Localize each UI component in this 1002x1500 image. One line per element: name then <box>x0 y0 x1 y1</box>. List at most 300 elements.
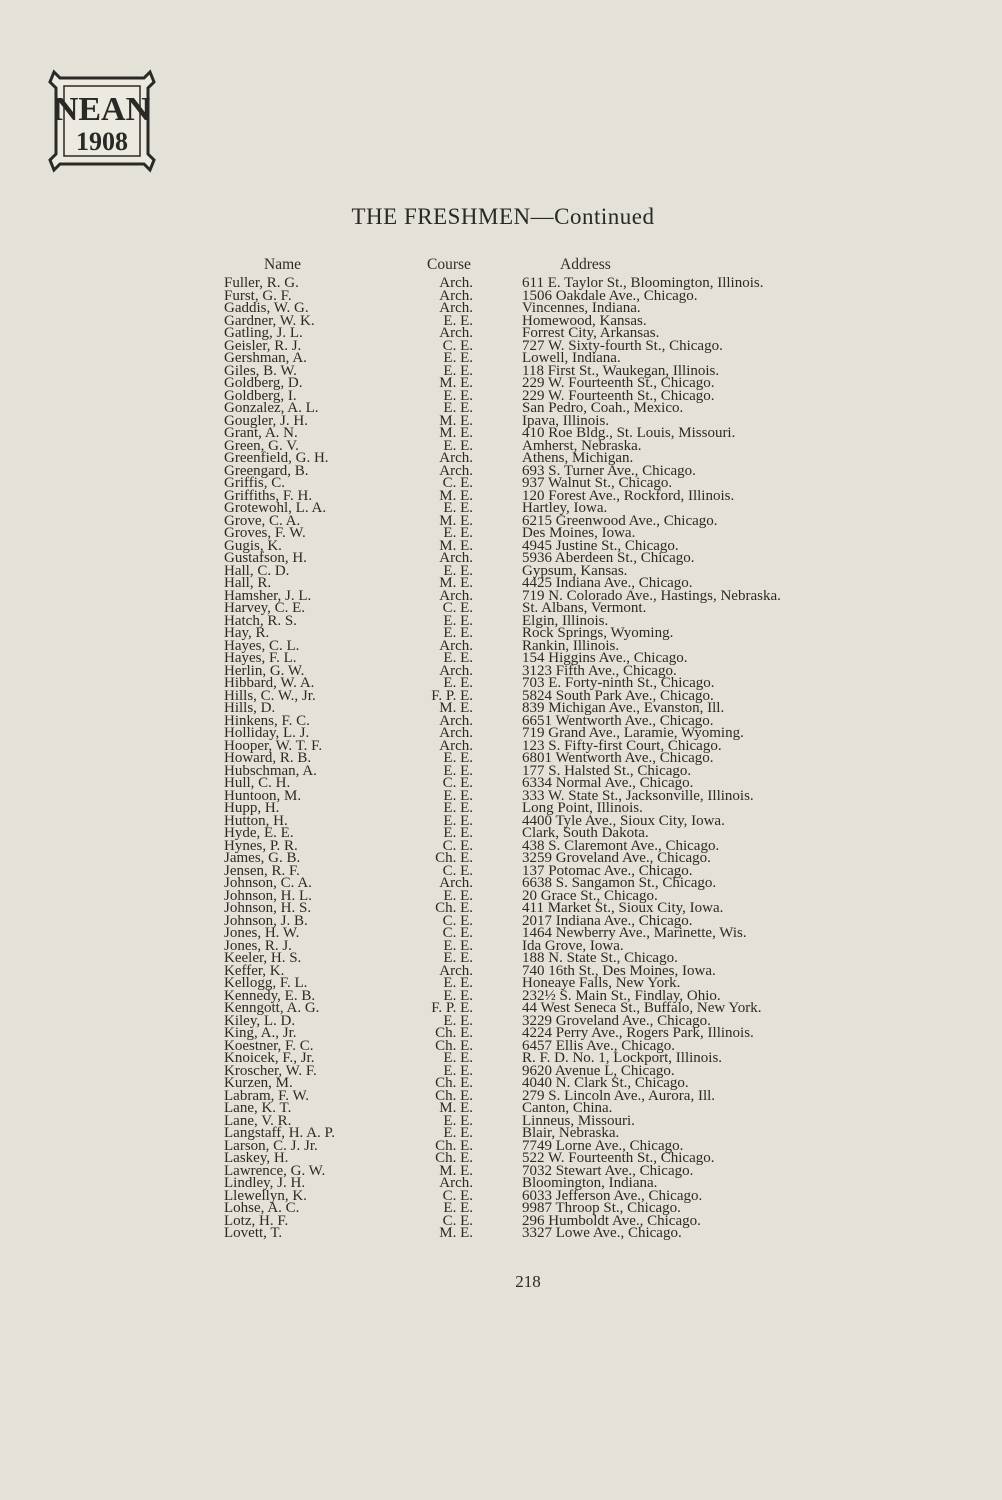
table-row <box>0 962 1002 979</box>
student-name: Hibbard, W. A. <box>224 675 315 691</box>
table-row <box>0 1037 1002 1054</box>
student-address: 740 16th St., Des Moines, Iowa. <box>522 962 716 979</box>
student-name: Greengard, B. <box>224 462 309 479</box>
student-address: Gypsum, Kansas. <box>522 562 628 579</box>
table-row <box>0 737 1002 754</box>
table-row <box>0 302 1002 315</box>
student-name: Labram, F. W. <box>224 1087 310 1104</box>
student-address: 279 S. Lincoln Ave., Aurora, Ill. <box>522 1087 716 1104</box>
student-course: Ch. E. <box>435 1137 473 1154</box>
student-address: 703 E. Forty-ninth St., Chicago. <box>522 675 715 691</box>
student-name: Lovett, T. <box>224 1225 283 1241</box>
student-address: 6638 S. Sangamon St., Chicago. <box>522 875 717 891</box>
student-name: Fuller, R. G. <box>224 275 299 291</box>
student-name: Hynes, P. R. <box>224 837 298 854</box>
student-address: 7032 Stewart Ave., Chicago. <box>522 1162 694 1179</box>
student-course: C. E. <box>442 862 473 879</box>
student-name: Gougler, J. H. <box>224 412 308 429</box>
table-row <box>0 712 1002 729</box>
student-course: E. E. <box>443 950 473 966</box>
student-address: 719 N. Colorado Ave., Hastings, Nebraska. <box>522 587 781 604</box>
student-address: Long Point, Illinois. <box>522 800 643 816</box>
student-course: C. E. <box>442 912 473 929</box>
table-row <box>0 402 1002 415</box>
student-address: 839 Michigan Ave., Evanston, Ill. <box>522 700 725 716</box>
student-address: 4224 Perry Ave., Rogers Park, Illinois. <box>522 1025 754 1041</box>
student-name: Gustafson, H. <box>224 550 307 566</box>
table-row <box>0 437 1002 454</box>
table-row <box>0 1177 1002 1190</box>
student-course: E. E. <box>443 1200 473 1216</box>
table-row <box>0 1077 1002 1090</box>
table-row <box>0 537 1002 554</box>
student-name: Hall, C. D. <box>224 562 290 579</box>
student-course: C. E. <box>442 600 473 616</box>
student-name: Harvey, C. E. <box>224 600 306 616</box>
table-row <box>0 762 1002 779</box>
student-name: Hills, D. <box>224 700 276 716</box>
student-address: 6033 Jefferson Ave., Chicago. <box>522 1187 703 1204</box>
student-name: Hinkens, F. C. <box>224 712 310 729</box>
student-address: 4425 Indiana Ave., Chicago. <box>522 575 693 591</box>
table-row <box>0 1152 1002 1165</box>
student-name: Hills, C. W., Jr. <box>224 687 316 704</box>
student-name: Grove, C. A. <box>224 512 301 529</box>
student-address: 7749 Lorne Ave., Chicago. <box>522 1137 684 1154</box>
student-address: 2017 Indiana Ave., Chicago. <box>522 912 693 929</box>
table-row <box>0 477 1002 490</box>
student-address: Athens, Michigan. <box>522 450 634 466</box>
student-name: Gaddis, W. G. <box>224 300 309 316</box>
student-address: Canton, China. <box>522 1100 613 1116</box>
student-address: 6334 Normal Ave., Chicago. <box>522 775 694 791</box>
student-name: Jensen, R. F. <box>224 862 300 879</box>
student-name: Goldberg, I. <box>224 387 297 404</box>
student-name: Keffer, K. <box>224 962 285 979</box>
student-address: 229 W. Fourteenth St., Chicago. <box>522 375 715 391</box>
student-name: Lohse, A. C. <box>224 1200 300 1216</box>
student-course: C. E. <box>442 1187 473 1204</box>
student-course: M. E. <box>439 1100 473 1116</box>
student-address: 438 S. Claremont Ave., Chicago. <box>522 837 720 854</box>
student-course: Arch. <box>439 962 473 979</box>
table-row <box>0 637 1002 654</box>
student-course: E. E. <box>443 525 473 541</box>
student-course: E. E. <box>443 987 473 1004</box>
table-row <box>0 687 1002 704</box>
student-name: Langstaff, H. A. P. <box>224 1125 335 1141</box>
student-address: 6215 Greenwood Ave., Chicago. <box>522 512 718 529</box>
student-address: Linneus, Missouri. <box>522 1112 635 1129</box>
table-row <box>0 937 1002 954</box>
student-course: M. E. <box>439 575 473 591</box>
student-address: San Pedro, Coah., Mexico. <box>522 400 684 416</box>
student-address: 137 Potomac Ave., Chicago. <box>522 862 693 879</box>
student-name: Kenngott, A. G. <box>224 1000 320 1016</box>
student-course: Ch. E. <box>435 1150 473 1166</box>
student-course: M. E. <box>439 1225 473 1241</box>
table-row <box>0 512 1002 529</box>
student-name: Hayes, F. L. <box>224 650 297 666</box>
student-address: 9987 Throop St., Chicago. <box>522 1200 681 1216</box>
student-name: Lane, V. R. <box>224 1112 292 1129</box>
table-row <box>0 1012 1002 1029</box>
student-address: Hartley, Iowa. <box>522 500 608 516</box>
student-name: Johnson, H. L. <box>224 887 312 904</box>
student-address: Honeaye Falls, New York. <box>522 975 681 991</box>
table-row <box>0 837 1002 854</box>
student-course: E. E. <box>443 937 473 954</box>
student-course: Arch. <box>439 550 473 566</box>
table-row <box>0 1162 1002 1179</box>
student-course: E. E. <box>443 1125 473 1141</box>
page-title: THE FRESHMEN—Continued <box>351 204 655 229</box>
student-name: Gershman, A. <box>224 350 307 366</box>
student-address: 6801 Wentworth Ave., Chicago. <box>522 750 714 766</box>
student-course: M. E. <box>439 412 473 429</box>
table-row <box>0 327 1002 340</box>
student-address: 1506 Oakdale Ave., Chicago. <box>522 287 698 304</box>
student-address: 296 Humboldt Ave., Chicago. <box>522 1212 701 1229</box>
student-course: E. E. <box>443 675 473 691</box>
student-course: M. E. <box>439 700 473 716</box>
student-name: Furst, G. F. <box>224 287 292 304</box>
student-address: 3123 Fifth Ave., Chicago. <box>522 662 677 679</box>
student-course: E. E. <box>443 312 473 329</box>
student-name: Lawrence, G. W. <box>224 1162 326 1179</box>
table-row <box>0 502 1002 515</box>
student-course: C. E. <box>442 1212 473 1229</box>
student-name: Grant, A. N. <box>224 425 298 441</box>
student-name: Griffiths, F. H. <box>224 487 313 504</box>
student-name: Gatling, J. L. <box>224 325 303 341</box>
student-address: 333 W. State St., Jacksonville, Illinois. <box>522 787 754 804</box>
student-name: Griffis, C. <box>224 475 285 491</box>
student-address: 5936 Aberdeen St., Chicago. <box>522 550 695 566</box>
student-course: Arch. <box>439 450 473 466</box>
student-course: C. E. <box>442 837 473 854</box>
student-name: Laskey, H. <box>224 1150 289 1166</box>
table-row <box>0 577 1002 590</box>
student-address: R. F. D. No. 1, Lockport, Illinois. <box>522 1050 723 1066</box>
student-name: Lane, K. T. <box>224 1100 292 1116</box>
table-row <box>0 552 1002 565</box>
table-row <box>0 287 1002 304</box>
student-course: E. E. <box>443 787 473 804</box>
student-address: 719 Grand Ave., Laramie, Wyoming. <box>522 725 744 741</box>
student-address: Forrest City, Arkansas. <box>522 325 660 341</box>
table-row <box>0 337 1002 354</box>
student-course: C. E. <box>442 337 473 354</box>
student-course: C. E. <box>442 925 473 941</box>
table-row <box>0 352 1002 365</box>
student-course: E. E. <box>443 1012 473 1029</box>
student-address: 4945 Justine St., Chicago. <box>522 537 679 554</box>
student-name: Jones, R. J. <box>224 937 292 954</box>
student-course: E. E. <box>443 562 473 579</box>
student-address: 3327 Lowe Ave., Chicago. <box>522 1225 682 1241</box>
student-course: E. E. <box>443 350 473 366</box>
table-row <box>0 612 1002 629</box>
student-course: E. E. <box>443 387 473 404</box>
table-row <box>0 1027 1002 1040</box>
student-course: E. E. <box>443 975 473 991</box>
student-address: 232½ S. Main St., Findlay, Ohio. <box>522 987 721 1004</box>
student-name: Hay, R. <box>224 625 270 641</box>
student-address: 693 S. Turner Ave., Chicago. <box>522 462 696 479</box>
student-name: Kroscher, W. F. <box>224 1062 317 1079</box>
table-row <box>0 1137 1002 1154</box>
logo-line1: NEAN <box>53 91 151 128</box>
student-name: Kurzen, M. <box>224 1075 293 1091</box>
table-row <box>0 1002 1002 1015</box>
table-row <box>0 887 1002 904</box>
student-address: Rock Springs, Wyoming. <box>522 625 674 641</box>
student-address: 5824 South Park Ave., Chicago. <box>522 687 714 704</box>
table-row <box>0 1212 1002 1229</box>
table-row <box>0 952 1002 965</box>
freshmen-roster <box>0 277 1002 1240</box>
student-course: Arch. <box>439 587 473 604</box>
table-row <box>0 587 1002 604</box>
student-course: Arch. <box>439 712 473 729</box>
table-row <box>0 1062 1002 1079</box>
student-address: St. Albans, Vermont. <box>522 600 647 616</box>
student-course: Arch. <box>439 1175 473 1191</box>
student-name: Giles, B. W. <box>224 362 297 379</box>
student-name: Hubschman, A. <box>224 762 317 779</box>
table-row <box>0 1112 1002 1129</box>
student-name: Llewellyn, K. <box>224 1187 307 1204</box>
table-row <box>0 562 1002 579</box>
student-name: James, G. B. <box>224 850 301 866</box>
student-address: 727 W. Sixty-fourth St., Chicago. <box>522 337 723 354</box>
student-address: Bloomington, Indiana. <box>522 1175 658 1191</box>
student-name: Hamsher, J. L. <box>224 587 312 604</box>
table-row <box>0 812 1002 829</box>
student-address: 4400 Tyle Ave., Sioux City, Iowa. <box>522 812 725 829</box>
student-course: Arch. <box>439 737 473 754</box>
page-number: 218 <box>515 1272 541 1291</box>
table-row <box>0 677 1002 690</box>
student-address: Ida Grove, Iowa. <box>522 937 624 954</box>
table-row <box>0 1087 1002 1104</box>
student-name: Kellogg, F. L. <box>224 975 308 991</box>
student-address: 154 Higgins Ave., Chicago. <box>522 650 688 666</box>
table-row <box>0 1202 1002 1215</box>
table-row <box>0 777 1002 790</box>
table-row <box>0 1227 1002 1240</box>
class-1908-logo <box>46 68 158 174</box>
student-course: E. E. <box>443 612 473 629</box>
student-name: Gardner, W. K. <box>224 312 315 329</box>
table-row <box>0 627 1002 640</box>
student-name: Kennedy, E. B. <box>224 987 316 1004</box>
student-name: Hull, C. H. <box>224 775 291 791</box>
student-address: 522 W. Fourteenth St., Chicago. <box>522 1150 715 1166</box>
student-address: Des Moines, Iowa. <box>522 525 636 541</box>
student-course: Ch. E. <box>435 900 473 916</box>
student-course: Arch. <box>439 875 473 891</box>
table-row <box>0 827 1002 840</box>
table-row <box>0 527 1002 540</box>
student-course: C. E. <box>442 475 473 491</box>
student-name: Howard, R. B. <box>224 750 312 766</box>
student-name: King, A., Jr. <box>224 1025 297 1041</box>
student-address: 3259 Groveland Ave., Chicago. <box>522 850 711 866</box>
student-course: M. E. <box>439 1162 473 1179</box>
student-course: Arch. <box>439 275 473 291</box>
table-row <box>0 802 1002 815</box>
student-address: Vincennes, Indiana. <box>522 300 641 316</box>
student-name: Green, G. V. <box>224 437 299 454</box>
table-row <box>0 787 1002 804</box>
student-course: E. E. <box>443 437 473 454</box>
student-name: Lindley, J. H. <box>224 1175 306 1191</box>
student-name: Hyde, E. E. <box>224 825 294 841</box>
table-row <box>0 702 1002 715</box>
table-row <box>0 312 1002 329</box>
student-address: Lowell, Indiana. <box>522 350 621 366</box>
table-row <box>0 912 1002 929</box>
student-name: Lotz, H. F. <box>224 1212 289 1229</box>
student-address: Amherst, Nebraska. <box>522 437 642 454</box>
student-course: Arch. <box>439 725 473 741</box>
student-course: E. E. <box>443 650 473 666</box>
header-address: Address <box>560 256 611 273</box>
student-name: Grotewohl, L. A. <box>224 500 327 516</box>
student-course: E. E. <box>443 1062 473 1079</box>
table-row <box>0 452 1002 465</box>
student-name: Geisler, R. J. <box>224 337 302 354</box>
student-course: Arch. <box>439 287 473 304</box>
student-address: Rankin, Illinois. <box>522 637 620 654</box>
student-course: M. E. <box>439 487 473 504</box>
student-name: Koestner, F. C. <box>224 1037 314 1054</box>
student-course: C. E. <box>442 775 473 791</box>
student-address: 411 Market St., Sioux City, Iowa. <box>522 900 724 916</box>
table-row <box>0 662 1002 679</box>
student-course: E. E. <box>443 1112 473 1129</box>
student-course: Ch. E. <box>435 850 473 866</box>
table-row <box>0 987 1002 1004</box>
table-row <box>0 877 1002 890</box>
student-course: Ch. E. <box>435 1087 473 1104</box>
student-name: Knoicek, F., Jr. <box>224 1050 315 1066</box>
student-name: Groves, F. W. <box>224 525 306 541</box>
student-name: Johnson, H. S. <box>224 900 312 916</box>
student-course: E. E. <box>443 762 473 779</box>
student-course: Ch. E. <box>435 1075 473 1091</box>
student-name: Johnson, C. A. <box>224 875 312 891</box>
student-course: F. P. E. <box>431 687 473 704</box>
student-address: 20 Grace St., Chicago. <box>522 887 658 904</box>
table-row <box>0 412 1002 429</box>
student-name: Goldberg, D. <box>224 375 303 391</box>
table-row <box>0 1052 1002 1065</box>
student-name: Keeler, H. S. <box>224 950 302 966</box>
table-row <box>0 362 1002 379</box>
table-row <box>0 1187 1002 1204</box>
student-name: Greenfield, G. H. <box>224 450 329 466</box>
table-row <box>0 852 1002 865</box>
student-course: Arch. <box>439 462 473 479</box>
student-course: E. E. <box>443 500 473 516</box>
student-course: E. E. <box>443 750 473 766</box>
student-address: Ipava, Illinois. <box>522 412 610 429</box>
table-row <box>0 752 1002 765</box>
table-row <box>0 927 1002 940</box>
table-row <box>0 387 1002 404</box>
student-course: Arch. <box>439 300 473 316</box>
student-course: M. E. <box>439 512 473 529</box>
student-address: 6651 Wentworth Ave., Chicago. <box>522 712 714 729</box>
student-course: E. E. <box>443 625 473 641</box>
student-name: Hutton, H. <box>224 812 288 829</box>
student-name: Hall, R. <box>224 575 272 591</box>
student-address: 44 West Seneca St., Buffalo, New York. <box>522 1000 762 1016</box>
student-address: 123 S. Fifty-first Court, Chicago. <box>522 737 722 754</box>
student-name: Hayes, C. L. <box>224 637 300 654</box>
student-course: E. E. <box>443 400 473 416</box>
student-name: Johnson, J. B. <box>224 912 308 929</box>
header-course: Course <box>427 256 471 273</box>
student-name: Hupp, H. <box>224 800 280 816</box>
student-address: 9620 Avenue L, Chicago. <box>522 1062 675 1079</box>
student-name: Kiley, L. D. <box>224 1012 296 1029</box>
student-address: Homewood, Kansas. <box>522 312 647 329</box>
student-course: Ch. E. <box>435 1025 473 1041</box>
student-address: 3229 Groveland Ave., Chicago. <box>522 1012 711 1029</box>
student-course: Arch. <box>439 662 473 679</box>
table-row <box>0 727 1002 740</box>
student-name: Holliday, L. J. <box>224 725 310 741</box>
logo-line2: 1908 <box>76 127 128 156</box>
student-name: Hooper, W. T. F. <box>224 737 323 754</box>
table-row <box>0 1102 1002 1115</box>
student-address: 177 S. Halsted St., Chicago. <box>522 762 692 779</box>
table-row <box>0 487 1002 504</box>
student-course: E. E. <box>443 1050 473 1066</box>
table-row <box>0 977 1002 990</box>
student-name: Larson, C. J. Jr. <box>224 1137 318 1154</box>
student-address: 188 N. State St., Chicago. <box>522 950 678 966</box>
student-address: 1464 Newberry Ave., Marinette, Wis. <box>522 925 747 941</box>
student-address: Clark, South Dakota. <box>522 825 649 841</box>
student-course: Arch. <box>439 637 473 654</box>
table-row <box>0 1127 1002 1140</box>
student-name: Hatch, R. S. <box>224 612 297 629</box>
student-course: E. E. <box>443 800 473 816</box>
student-address: Blair, Nebraska. <box>522 1125 620 1141</box>
table-row <box>0 652 1002 665</box>
student-course: E. E. <box>443 812 473 829</box>
student-address: 229 W. Fourteenth St., Chicago. <box>522 387 715 404</box>
student-name: Gonzalez, A. L. <box>224 400 319 416</box>
table-row <box>0 277 1002 290</box>
table-row <box>0 427 1002 440</box>
student-course: Arch. <box>439 325 473 341</box>
student-course: E. E. <box>443 887 473 904</box>
student-course: M. E. <box>439 425 473 441</box>
student-address: 937 Walnut St., Chicago. <box>522 475 673 491</box>
student-address: 6457 Ellis Ave., Chicago. <box>522 1037 676 1054</box>
student-name: Huntoon, M. <box>224 787 302 804</box>
student-course: M. E. <box>439 375 473 391</box>
table-row <box>0 862 1002 879</box>
student-name: Jones, H. W. <box>224 925 300 941</box>
student-address: Elgin, Illinois. <box>522 612 609 629</box>
